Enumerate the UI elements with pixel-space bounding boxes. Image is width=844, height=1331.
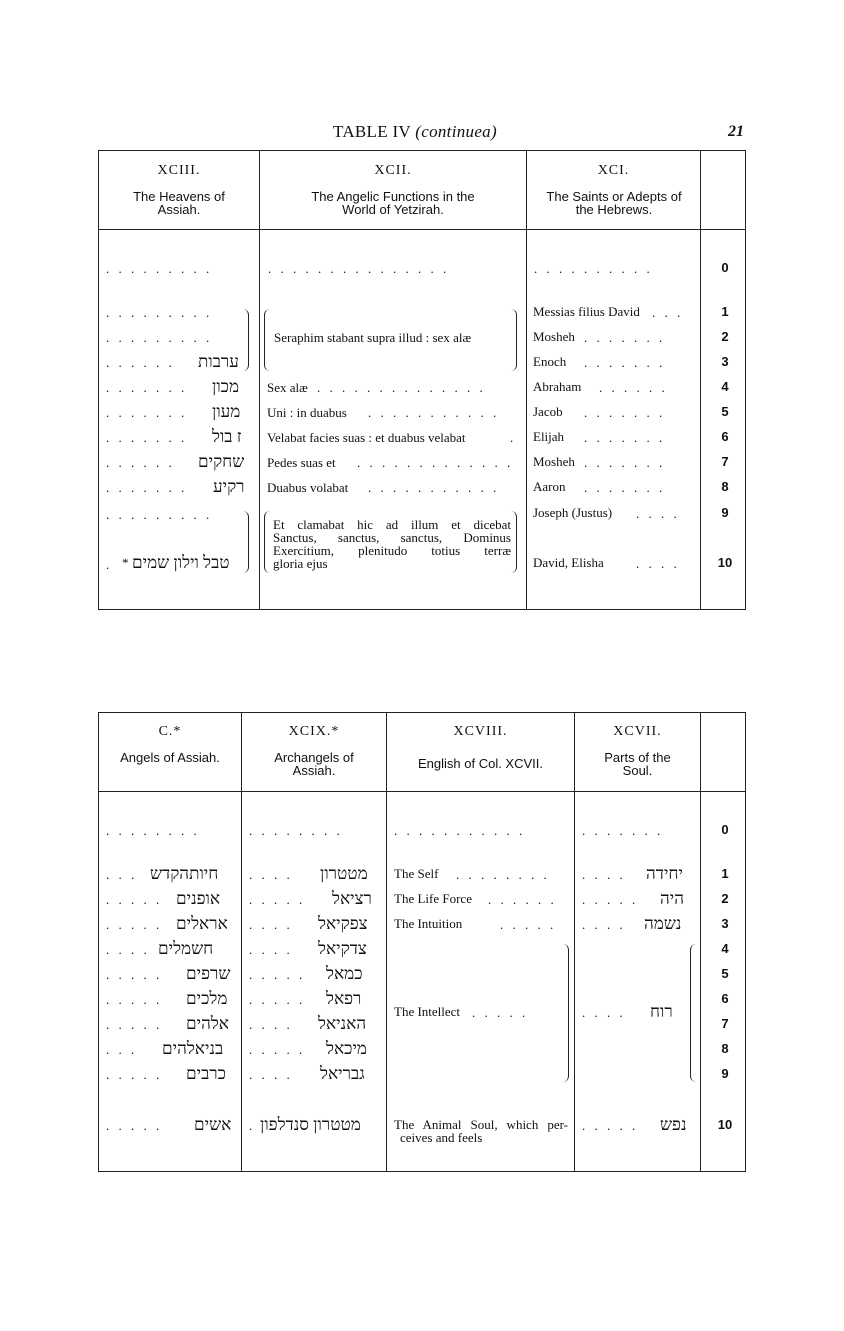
leader-dots: . . . . . . . . . . . — [368, 405, 500, 420]
saint-name: Jacob — [533, 404, 563, 419]
leader-dots: . . . . . — [106, 1118, 163, 1133]
function-paragraph — [273, 518, 511, 570]
english-text: The Self — [394, 866, 439, 881]
saint-name: Mosheh — [533, 454, 575, 469]
table-1-col-divider — [526, 150, 527, 610]
row-number: 7 — [721, 1016, 729, 1031]
leader-dots: . . . . . . . . — [106, 823, 200, 838]
english-text: The Intellect — [394, 1004, 461, 1019]
leader-dots: . . . . — [582, 1005, 626, 1020]
col-subheader-english: English of Col. XCVII. — [418, 756, 543, 771]
leader-dots: . . . . . . . . . . . . . . . — [268, 261, 450, 276]
leader-dots: . . . . . — [472, 1005, 529, 1020]
row-number: 5 — [721, 404, 729, 419]
function-line: Et clamabat hic ad illum et dicebat — [273, 517, 511, 532]
leader-dots: . . . . . — [249, 1042, 306, 1057]
row-number: 7 — [721, 454, 729, 469]
row-number: 0 — [721, 822, 729, 837]
leader-dots: . . . . . — [106, 1067, 163, 1082]
leader-dots: . . . . . . . . . — [106, 305, 213, 320]
function-line: Exercitium, plenitudo totius terræ — [273, 543, 511, 558]
leader-dots: . . . . — [582, 917, 626, 932]
angel-name: מלכים — [186, 989, 228, 1008]
archangel-name: צדקיאל — [318, 939, 367, 958]
heaven-name: טבל וילון שמים — [132, 553, 230, 572]
col-header-c: C.* — [158, 724, 182, 739]
row-number: 8 — [721, 479, 729, 494]
leader-dots: . . . . . — [249, 892, 306, 907]
brace — [508, 511, 517, 573]
archangel-name: מטטרון — [320, 864, 368, 883]
brace — [264, 309, 273, 371]
row-number: 2 — [721, 329, 729, 344]
leader-dots: . . . . . . . . . . . — [394, 823, 526, 838]
leader-dots: . . . . . . . — [584, 330, 666, 345]
leader-dots: . . . . — [636, 556, 680, 571]
leader-dots: . . . . . — [106, 892, 163, 907]
col-subheader-archangels: Archangels of Assiah. — [274, 750, 354, 778]
table-2-col-divider — [700, 712, 701, 1172]
table-2-col-divider — [386, 712, 387, 1172]
soul-part: יחידה — [646, 864, 683, 883]
row-number: 6 — [721, 991, 729, 1006]
row-number: 4 — [721, 941, 729, 956]
table-title-continued: (continuea) — [415, 122, 497, 141]
archangel-name: כמאל — [326, 964, 363, 983]
leader-dots: . . . . . . . . — [456, 867, 550, 882]
function-text: Pedes suas et — [267, 455, 336, 470]
page-number: 21 — [728, 123, 744, 140]
leader-dots: . — [249, 1118, 256, 1133]
col-subheader-saints: The Saints or Adepts of the Hebrews. — [546, 189, 682, 217]
leader-dots: . . . . . — [106, 967, 163, 982]
leader-dots: . . . . — [582, 867, 626, 882]
row-number: 9 — [721, 1066, 729, 1081]
leader-dots: . . . . . . . . . — [106, 261, 213, 276]
archangel-name: צפקיאל — [318, 914, 368, 933]
angel-name: אלהים — [186, 1014, 229, 1033]
brace — [558, 944, 569, 1082]
row-number: 8 — [721, 1041, 729, 1056]
col-header-xcii: XCII. — [374, 163, 412, 178]
table-title: TABLE IV — [333, 122, 411, 141]
heaven-name: מכון — [212, 377, 240, 396]
archangel-name: מיכאל — [326, 1039, 367, 1058]
soul-part: נשמה — [644, 914, 682, 933]
col-subheader-soul: Parts of the Soul. — [604, 750, 671, 778]
row-number: 5 — [721, 966, 729, 981]
row-number: 6 — [721, 429, 729, 444]
leader-dots: . . . . . . . . . . — [534, 261, 653, 276]
archangel-name: גבריאל — [320, 1064, 365, 1083]
function-text: Duabus volabat — [267, 480, 349, 495]
english-line: ceives and feels — [400, 1130, 483, 1145]
leader-dots: . . . . — [636, 506, 680, 521]
leader-dots: . . . . . . . . . — [106, 507, 213, 522]
leader-dots: . . . . . . . . — [249, 823, 343, 838]
saint-name: Abraham — [533, 379, 582, 394]
leader-dots: . . . — [106, 1042, 138, 1057]
row-number: 1 — [721, 304, 729, 319]
brace — [240, 309, 249, 371]
table-2-col-divider — [241, 712, 242, 1172]
leader-dots: . . . . . . . — [582, 823, 664, 838]
row-number: 3 — [721, 916, 729, 931]
english-line: The Animal Soul, which per- — [394, 1117, 568, 1132]
leader-dots: . . . . . — [582, 892, 639, 907]
angel-name: כרבים — [186, 1064, 226, 1083]
angel-name: אראלים — [176, 914, 228, 933]
leader-dots: . . . . . . — [488, 892, 557, 907]
row-number: 2 — [721, 891, 729, 906]
leader-dots: . . . . . . . . . . . . . . — [317, 380, 486, 395]
row-number: 3 — [721, 354, 729, 369]
leader-dots: . . . . . . . . . . . — [368, 480, 500, 495]
archangel-name: רציאל — [332, 889, 372, 908]
angel-name: שרפים — [186, 964, 231, 983]
leader-dots: . . . . . . — [106, 455, 175, 470]
soul-part: נפש — [660, 1115, 687, 1134]
col-header-xcvii: XCVII. — [613, 724, 662, 739]
leader-dots: . . . . . — [500, 917, 557, 932]
saint-name: Enoch — [533, 354, 567, 369]
heaven-name: ערבות — [198, 352, 239, 371]
leader-dots: . . . . . . . — [584, 430, 666, 445]
page-title — [333, 122, 497, 142]
table-1-header-rule — [98, 229, 746, 230]
leader-dots: . . . . . — [106, 1017, 163, 1032]
table-2-header-rule — [98, 791, 746, 792]
col-header-xciii: XCIII. — [157, 163, 201, 178]
leader-dots: . . . . . . . — [584, 480, 666, 495]
angel-name: חשמלים — [158, 939, 214, 958]
col-header-xci: XCI. — [597, 163, 630, 178]
leader-dots: . . . . — [249, 942, 293, 957]
row-number: 10 — [717, 555, 733, 570]
saint-name: Messias filius David — [533, 304, 640, 319]
leader-dots: . . . . . . — [599, 380, 668, 395]
leader-dots: . — [106, 557, 113, 572]
brace — [508, 309, 517, 371]
row-number: 1 — [721, 866, 729, 881]
leader-dots: . . . . . . . — [584, 455, 666, 470]
saint-name: Joseph (Justus) — [533, 505, 613, 520]
archangel-name: האניאל — [318, 1014, 367, 1033]
leader-dots: . . . — [652, 305, 684, 320]
leader-dots: . . . . — [106, 942, 150, 957]
function-text: Sex alæ — [267, 380, 308, 395]
english-text: The Life Force — [394, 891, 472, 906]
saint-name: Mosheh — [533, 329, 575, 344]
brace — [264, 511, 273, 573]
saint-name: Aaron — [533, 479, 566, 494]
soul-part: רוח — [650, 1002, 673, 1021]
heaven-name: מעון — [212, 402, 241, 421]
row-number: 4 — [721, 379, 729, 394]
leader-dots: . . . . — [249, 867, 293, 882]
row-number: 9 — [721, 505, 729, 520]
leader-dots: . . . . . — [582, 1118, 639, 1133]
leader-dots: . . . . . . . — [106, 405, 188, 420]
leader-dots: . . . . — [249, 1067, 293, 1082]
row-number: 10 — [717, 1117, 733, 1132]
function-line: gloria ejus — [273, 556, 328, 571]
brace — [690, 944, 699, 1082]
heaven-name: רקיע — [213, 477, 245, 496]
leader-dots: . . . . . . . — [584, 355, 666, 370]
col-header-xcix: XCIX.* — [288, 724, 340, 739]
function-text: Uni : in duabus — [267, 405, 347, 420]
leader-dots: . . . . . . . . . — [106, 330, 213, 345]
saint-name: Elijah — [533, 429, 565, 444]
function-text: Velabat facies suas : et duabus velabat — [267, 430, 466, 445]
angel-name: בניאלהים — [162, 1039, 224, 1058]
angel-name: אופנים — [176, 889, 221, 908]
heaven-name: ז בול — [212, 427, 242, 446]
leader-dots: . . . . . — [249, 992, 306, 1007]
function-text: Seraphim stabant supra illud : sex alæ — [274, 330, 472, 345]
english-paragraph — [394, 1118, 568, 1144]
archangel-name: רפאל — [326, 989, 362, 1008]
saint-name: David, Elisha — [533, 555, 604, 570]
leader-dots: . . . . . . . — [106, 480, 188, 495]
english-text: The Intuition — [394, 916, 463, 931]
leader-dots: . . . . . . — [106, 355, 175, 370]
col-subheader-angels: Angels of Assiah. — [120, 750, 220, 765]
leader-dots: . . . . . . . — [106, 380, 188, 395]
leader-dots: . . . . — [249, 1017, 293, 1032]
col-subheader-functions: The Angelic Functions in the World of Yetzirah. — [311, 189, 475, 217]
angel-name: חיותהקדש — [150, 864, 219, 883]
leader-dots: . . . . . — [106, 917, 163, 932]
soul-part: היה — [660, 889, 685, 908]
heaven-name: שחקים — [198, 452, 245, 471]
leader-dots: . . . . . . . — [584, 405, 666, 420]
angel-name: אשים — [194, 1115, 232, 1134]
leader-dots: . . . . . . . — [106, 430, 188, 445]
table-1-col-divider — [259, 150, 260, 610]
table-1-col-divider — [700, 150, 701, 610]
footnote-mark: * — [122, 555, 129, 570]
leader-dots: . . . — [106, 867, 138, 882]
table-2-col-divider — [574, 712, 575, 1172]
row-number: 0 — [721, 260, 729, 275]
leader-dots: . . . . . — [249, 967, 306, 982]
col-subheader-heavens: The Heavens of Assiah. — [133, 189, 225, 217]
leader-dots: . . . . — [249, 917, 293, 932]
leader-dots: . . . . . — [106, 992, 163, 1007]
brace — [240, 511, 249, 573]
leader-dots: . . . . . . . . . . . . . — [357, 455, 514, 470]
col-header-xcviii: XCVIII. — [453, 724, 508, 739]
function-line: Sanctus, sanctus, sanctus, Dominus — [273, 530, 511, 545]
leader-dots: . — [510, 430, 517, 445]
archangel-name: מטטרון סנדלפון — [260, 1115, 361, 1134]
